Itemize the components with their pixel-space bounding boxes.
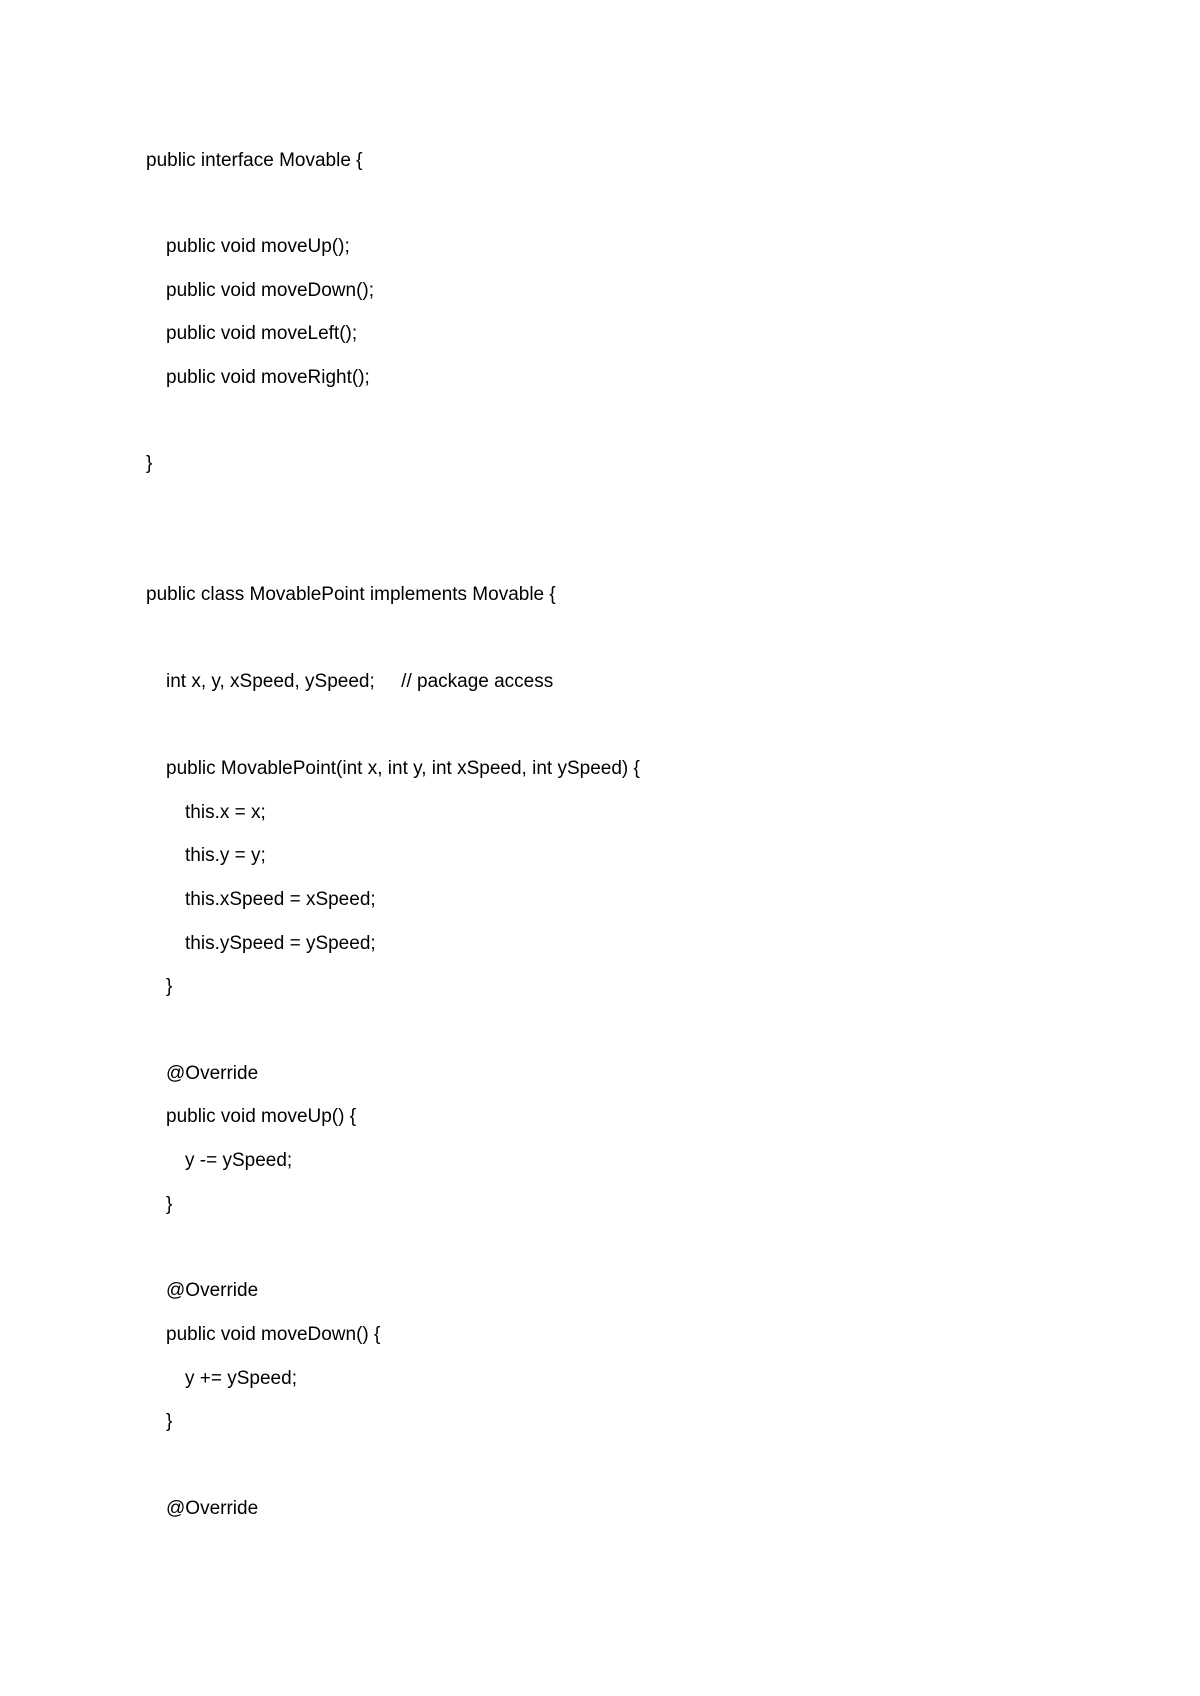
method-signature-line: public void moveUp() { — [166, 1106, 357, 1127]
annotation-line: @Override — [166, 1063, 259, 1084]
closing-brace-line: } — [166, 1194, 173, 1215]
method-body-line: y -= ySpeed; — [185, 1150, 293, 1171]
constructor-body-line: this.xSpeed = xSpeed; — [185, 889, 376, 910]
method-signature-line: public void moveLeft(); — [166, 323, 358, 344]
method-body-line: y += ySpeed; — [185, 1368, 297, 1389]
constructor-body-line: this.x = x; — [185, 802, 266, 823]
interface-declaration-line: public interface Movable { — [146, 150, 363, 171]
constructor-body-line: this.y = y; — [185, 845, 266, 866]
annotation-line: @Override — [166, 1280, 259, 1301]
closing-brace-line: } — [166, 976, 173, 997]
field-declaration-line: int x, y, xSpeed, ySpeed; // package access — [166, 671, 554, 692]
method-signature-line: public void moveRight(); — [166, 367, 370, 388]
closing-brace-line: } — [166, 1411, 173, 1432]
constructor-body-line: this.ySpeed = ySpeed; — [185, 933, 376, 954]
class-declaration-line: public class MovablePoint implements Movable { — [146, 584, 556, 605]
method-signature-line: public void moveDown(); — [166, 280, 375, 301]
closing-brace-line: } — [146, 453, 153, 474]
constructor-signature-line: public MovablePoint(int x, int y, int xSpeed, int ySpeed) { — [166, 758, 640, 779]
annotation-line: @Override — [166, 1498, 259, 1519]
method-signature-line: public void moveUp(); — [166, 236, 350, 257]
method-signature-line: public void moveDown() { — [166, 1324, 381, 1345]
